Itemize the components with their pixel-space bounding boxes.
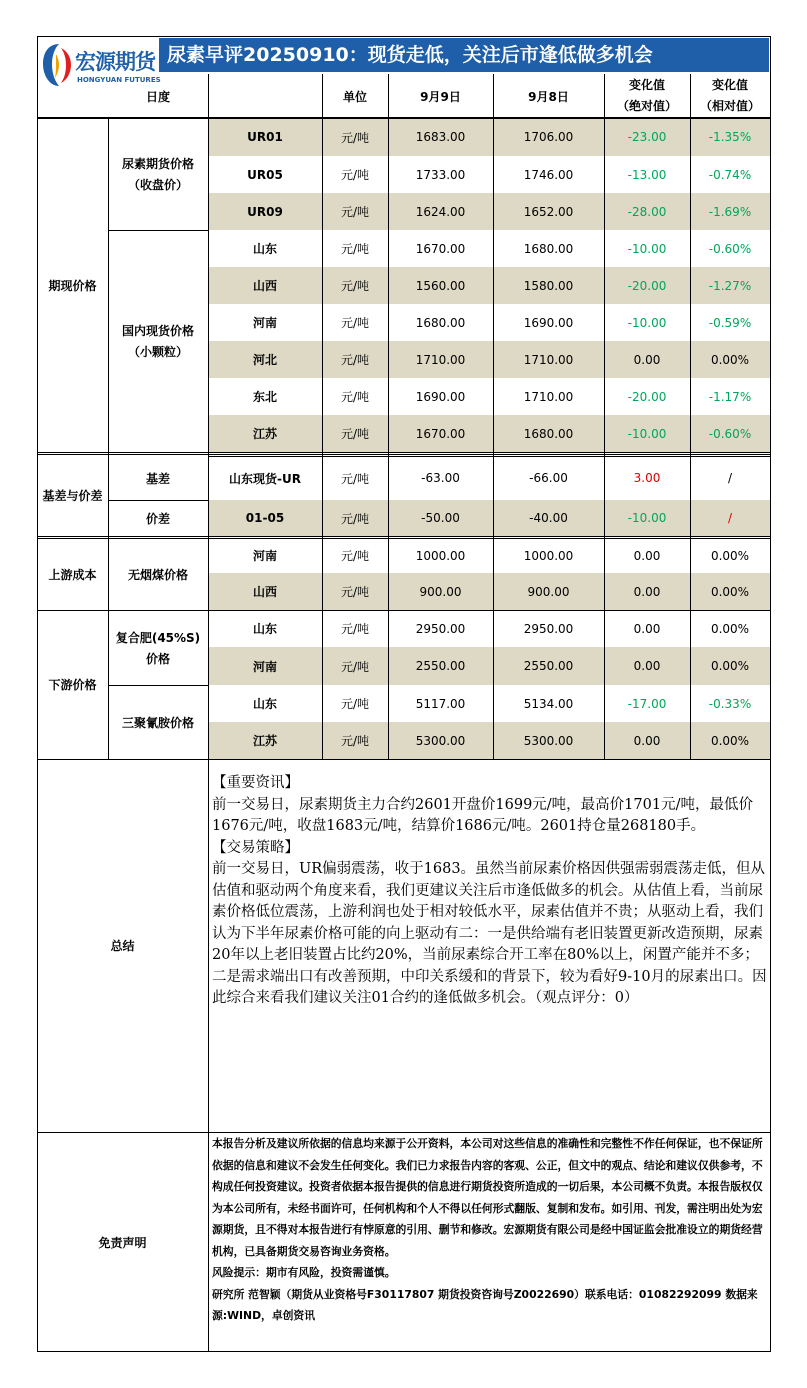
row-item-name: UR09: [247, 204, 283, 219]
table-rule: [108, 500, 208, 501]
summary-strategy-text: 前一交易日，UR偏弱震荡，收于1683。虽然当前尿素价格因供强需弱震荡走低，但从估值和驱动两个角度来看，我们更建议关注后市逢低做多的机会。从估值上看，当前尿素价格低位震荡，上游利润也处于相对较低水平，尿素估值并不贵；从驱动上看，我们认为下半年尿素价格可能的向上驱动有二：一是供给端有老旧装置更新改造预期，尿素20年以上老旧装置占比约20%，当前尿素综合开工率在80%以上，闲置产能并不多；二是需求端出口有改善预期，中印关系缓和的背景下，较为看好9-10月的尿素出口。因此综合来看我们建议关注01合约的逢低做多机会。（观点评分：0）: [212, 861, 767, 1006]
group-spot-futures: 期现价格: [48, 278, 97, 293]
row-value-sep8: 1710.00: [523, 389, 574, 404]
header-unit: 单位: [342, 89, 367, 104]
row-item-name: 河南: [252, 659, 277, 674]
header-date-2: 9月8日: [528, 89, 569, 104]
row-value-sep9: 1690.00: [415, 389, 466, 404]
subgroup-compound-fertilizer-line1: 复合肥(45%S): [115, 630, 201, 645]
row-rel-change: 0.00%: [710, 621, 750, 636]
table-rule: [690, 118, 691, 759]
row-value-sep9: 1710.00: [415, 352, 466, 367]
row-abs-change: 0.00: [633, 621, 661, 636]
row-value-sep8: 5134.00: [523, 696, 574, 711]
row-unit: 元/吨: [340, 511, 370, 526]
row-rel-change: -0.60%: [708, 241, 752, 256]
subgroup-spot-price-line2: （小颗粒）: [127, 345, 188, 359]
row-rel-change: 0.00%: [710, 548, 750, 563]
row-item-name: 01-05: [245, 511, 285, 525]
row-abs-change: -17.00: [627, 696, 667, 711]
table-rule: [208, 456, 770, 457]
row-value-sep8: 1680.00: [523, 241, 574, 256]
logo-subtext: HONGYUAN FUTURES: [77, 76, 161, 84]
row-value-sep9: 1000.00: [415, 548, 466, 563]
row-unit: 元/吨: [340, 279, 370, 293]
row-rel-change: -1.17%: [708, 389, 752, 404]
row-unit: 元/吨: [340, 471, 370, 486]
row-abs-change: -10.00: [627, 426, 667, 441]
row-value-sep8: 1710.00: [523, 352, 574, 367]
row-value-sep8: 5300.00: [523, 733, 574, 748]
row-item-name: 山西: [252, 279, 277, 293]
row-value-sep9: 1683.00: [415, 130, 466, 144]
row-abs-change: 0.00: [633, 733, 661, 748]
row-rel-change: -1.69%: [708, 204, 752, 219]
header-period: 日度: [145, 89, 170, 104]
logo-text: 宏源期货: [75, 50, 155, 74]
row-item-name: UR01: [247, 130, 283, 144]
row-abs-change: -13.00: [627, 167, 667, 182]
table-rule: [37, 538, 770, 539]
row-value-sep9: 900.00: [419, 584, 462, 599]
row-item-name: 江苏: [252, 427, 277, 441]
subgroup-compound-fertilizer: [108, 610, 208, 685]
table-rule: [108, 230, 208, 231]
row-value-sep9: 1733.00: [415, 167, 466, 182]
table-rule: [37, 536, 770, 537]
table-rule: [322, 118, 323, 759]
row-value-sep9: 5117.00: [415, 696, 466, 711]
row-value-sep9: -63.00: [421, 471, 460, 485]
row-unit: 元/吨: [340, 130, 370, 145]
row-item-name: 山东现货-UR: [229, 471, 301, 486]
disclaimer-label: 免责声明: [98, 1235, 147, 1250]
table-rule: [604, 74, 605, 118]
row-abs-change: -20.00: [627, 389, 667, 404]
row-value-sep8: -66.00: [529, 471, 568, 485]
row-item-name: UR05: [247, 167, 283, 182]
summary-news-text: 前一交易日，尿素期货主力合约2601开盘价1699元/吨，最高价1701元/吨，最低价1676元/吨，收盘1683元/吨，结算价1686元/吨。2601持仓量268180手。: [212, 796, 753, 834]
disclaimer-text: 本报告分析及建议所依据的信息均来源于公开资料，本公司对这些信息的准确性和完整性不作任何保证，也不保证所依据的信息和建议不会发生任何变化。我们已力求报告内容的客观、公正，但文中的观点、结论和建议仅供参考，不构成任何投资建议。投资者依据本报告提供的信息进行期货投资所造成的一切后果，本公司概不负责。本报告版权仅为本公司所有，未经书面许可，任何机构和个人不得以任何形式翻版、复制和发布。如引用、刊发，需注明出处为宏源期货，且不得对本报告进行有悖原意的引用、删节和修改。宏源期货有限公司是经中国证监会批准设立的期货经营机构，已具备期货交易咨询业务资格。: [212, 1137, 763, 1258]
header-rel-change-line2: （相对值）: [699, 99, 760, 113]
header-abs-change-line1: 变化值: [628, 78, 665, 92]
table-rule: [208, 74, 209, 1352]
summary-label: 总结: [110, 939, 135, 953]
row-unit: 元/吨: [340, 734, 370, 748]
row-value-sep8: 2550.00: [523, 659, 574, 673]
group-upstream-cost: 上游成本: [48, 567, 97, 582]
subgroup-spot-price: [108, 230, 208, 452]
row-item-name: 江苏: [252, 734, 277, 748]
row-value-sep8: 1706.00: [523, 130, 574, 144]
row-abs-change: 0.00: [633, 659, 661, 673]
row-rel-change: 0.00%: [710, 733, 750, 748]
group-basis-spread: 基差与价差: [42, 488, 103, 503]
row-unit: 元/吨: [340, 316, 370, 330]
row-abs-change: 0.00: [633, 548, 661, 563]
row-unit: 元/吨: [340, 205, 370, 219]
subgroup-basis: 基差: [145, 471, 170, 486]
row-value-sep8: 1690.00: [523, 315, 574, 330]
row-value-sep9: 2550.00: [415, 659, 466, 673]
row-unit: 元/吨: [340, 697, 370, 711]
row-abs-change: 3.00: [633, 471, 661, 485]
group-downstream: 下游价格: [48, 678, 97, 692]
subgroup-futures-close-line1: 尿素期货价格: [121, 157, 194, 171]
row-rel-change: /: [727, 471, 733, 485]
table-rule: [604, 118, 605, 759]
row-rel-change: -0.74%: [708, 167, 752, 182]
row-value-sep8: 900.00: [527, 584, 570, 599]
subgroup-anthracite: 无烟煤价格: [127, 567, 188, 582]
row-item-name: 河南: [252, 549, 277, 563]
header-rel-change: [690, 74, 770, 116]
row-rel-change: -0.59%: [708, 315, 752, 330]
row-value-sep8: 1000.00: [523, 548, 574, 563]
table-rule: [108, 118, 109, 759]
row-value-sep9: -50.00: [421, 511, 460, 525]
row-abs-change: -28.00: [627, 204, 667, 219]
row-unit: 元/吨: [340, 659, 370, 674]
row-value-sep8: 1652.00: [523, 204, 574, 219]
table-rule: [37, 1132, 770, 1133]
row-item-name: 东北: [252, 390, 277, 404]
row-item-name: 山东: [252, 622, 277, 636]
table-rule: [37, 759, 770, 760]
row-abs-change: 0.00: [633, 584, 661, 599]
header-abs-change-line2: （绝对值）: [616, 99, 677, 113]
row-item-name: 河北: [252, 353, 277, 367]
row-unit: 元/吨: [340, 585, 370, 599]
row-rel-change: 0.00%: [710, 659, 750, 673]
subgroup-spread: 价差: [145, 511, 170, 526]
row-item-name: 河南: [252, 316, 277, 330]
table-rule: [493, 74, 494, 118]
table-rule: [37, 452, 770, 453]
subgroup-melamine: 三聚氰胺价格: [121, 715, 194, 730]
row-value-sep9: 1670.00: [415, 241, 466, 256]
row-value-sep9: 1670.00: [415, 426, 466, 441]
table-rule: [388, 74, 389, 118]
row-unit: 元/吨: [340, 168, 370, 182]
row-abs-change: -23.00: [627, 130, 667, 144]
table-rule: [388, 118, 389, 759]
row-rel-change: 0.00%: [710, 584, 750, 599]
table-rule: [108, 685, 208, 686]
header-rel-change-line1: 变化值: [711, 78, 748, 92]
subgroup-compound-fertilizer-line2: 价格: [145, 651, 170, 666]
row-item-name: 山东: [252, 697, 277, 711]
row-rel-change: /: [727, 511, 733, 525]
row-value-sep8: 1680.00: [523, 426, 574, 441]
logo-mark-icon: [41, 42, 77, 88]
table-rule: [37, 610, 770, 611]
table-rule: [690, 74, 691, 118]
table-rule: [493, 118, 494, 759]
summary-heading-strategy: 【交易策略】: [212, 839, 299, 856]
row-value-sep9: 1624.00: [415, 204, 466, 219]
row-abs-change: -10.00: [627, 511, 667, 525]
table-rule: [322, 74, 323, 118]
subgroup-spot-price-line1: 国内现货价格: [121, 324, 194, 338]
report-title: 尿素早评20250910：现货走低，关注后市逢低做多机会: [159, 38, 769, 72]
subgroup-futures-close: [108, 118, 208, 230]
header-abs-change: [604, 74, 690, 116]
table-rule: [37, 118, 770, 119]
row-unit: 元/吨: [340, 353, 370, 367]
summary-heading-news: 【重要资讯】: [212, 775, 299, 791]
row-unit: 元/吨: [340, 549, 370, 563]
row-value-sep8: -40.00: [529, 511, 568, 525]
row-unit: 元/吨: [340, 242, 370, 256]
row-value-sep8: 2950.00: [523, 621, 574, 636]
row-rel-change: -0.33%: [708, 696, 752, 711]
row-value-sep9: 5300.00: [415, 733, 466, 748]
row-unit: 元/吨: [340, 390, 370, 404]
row-value-sep9: 2950.00: [415, 621, 466, 636]
header-date-1: 9月9日: [420, 89, 461, 104]
row-abs-change: -10.00: [627, 315, 667, 330]
row-rel-change: -1.27%: [708, 278, 752, 293]
row-rel-change: 0.00%: [710, 352, 750, 367]
subgroup-futures-close-line2: （收盘价）: [127, 178, 188, 192]
row-value-sep8: 1580.00: [523, 278, 574, 293]
row-value-sep9: 1680.00: [415, 315, 466, 330]
row-abs-change: -20.00: [627, 278, 667, 293]
row-abs-change: -10.00: [627, 241, 667, 256]
row-value-sep9: 1560.00: [415, 278, 466, 293]
row-abs-change: 0.00: [633, 352, 661, 367]
row-rel-change: -0.60%: [708, 426, 752, 441]
row-item-name: 山东: [252, 242, 277, 256]
risk-warning: 风险提示：期市有风险，投资需谨慎。: [212, 1266, 396, 1279]
row-unit: 元/吨: [340, 427, 370, 441]
disclaimer-content: [212, 1133, 768, 1327]
row-value-sep8: 1746.00: [523, 167, 574, 182]
row-rel-change: -1.35%: [708, 130, 752, 144]
analyst-contact: 研究所 范智颖（期货从业资格号F30117807 期货投资咨询号Z0022690）联系电话：01082292099 数据来源:WIND，卓创资讯: [212, 1287, 758, 1322]
table-rule: [37, 454, 770, 455]
row-unit: 元/吨: [340, 622, 370, 636]
row-item-name: 山西: [252, 585, 277, 599]
summary-content: [212, 773, 768, 1010]
